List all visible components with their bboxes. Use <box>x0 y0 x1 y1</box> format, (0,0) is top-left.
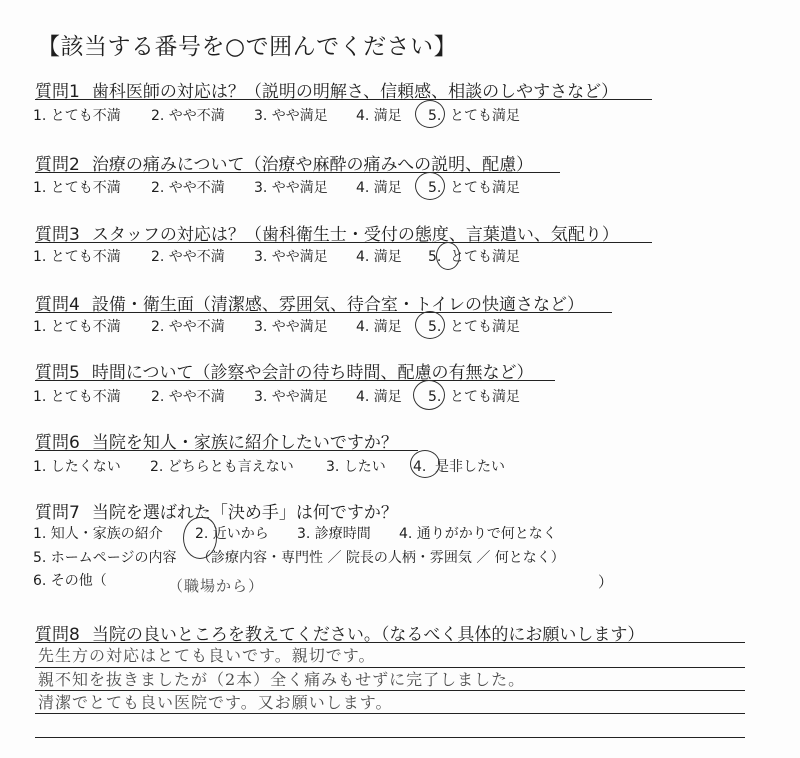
option-5-label: とても満足 <box>450 319 520 335</box>
option-1[interactable]: 1. とても不満 <box>33 319 121 335</box>
option-6[interactable]: 6. その他（ <box>33 573 107 589</box>
handwritten-answer-line-3: 清潔でとても良い医院です。又お願いします。 <box>38 693 393 712</box>
option-4[interactable]: 4. 通りがかりで何となく <box>399 526 557 542</box>
handwritten-other: （職場から） <box>168 577 265 595</box>
option-5[interactable]: 5. <box>428 249 442 265</box>
answer-circle <box>410 450 440 478</box>
option-5[interactable]: 5. <box>428 108 442 124</box>
answer-circle <box>415 100 445 128</box>
option-5[interactable]: 5. <box>428 180 442 196</box>
option-5-label: とても満足 <box>450 180 520 196</box>
option-3[interactable]: 3. やや満足 <box>254 319 328 335</box>
answer-circle <box>436 242 460 270</box>
option-2[interactable]: 2. 近いから <box>195 526 269 542</box>
underline <box>35 450 418 451</box>
option-5-label: とても満足 <box>450 389 520 405</box>
option-5[interactable]: 5. <box>428 319 442 335</box>
question-number: 質問7 <box>35 503 80 523</box>
underline <box>35 242 652 243</box>
answer-circle <box>415 311 445 339</box>
option-4[interactable]: 4. 満足 <box>356 180 402 196</box>
underline <box>35 380 555 381</box>
option-5-label: とても満足 <box>450 249 520 265</box>
question-1-options <box>33 105 520 125</box>
option-5[interactable]: 5. <box>428 389 442 405</box>
option-2[interactable]: 2. やや不満 <box>151 389 225 405</box>
question-text: 当院の良いところを教えてください。（なるべく具体的にお願いします） <box>91 625 645 645</box>
option-2[interactable]: 2. やや不満 <box>151 319 225 335</box>
option-3[interactable]: 3. やや満足 <box>254 389 328 405</box>
question-5-options <box>33 386 520 406</box>
question-number: 質問1 <box>35 82 80 102</box>
question-4-options <box>33 316 520 336</box>
option-2[interactable]: 2. どちらとも言えない <box>150 459 294 475</box>
option-1[interactable]: 1. とても不満 <box>33 108 121 124</box>
page-header: 【該当する番号を○で囲んでください】 <box>37 34 458 60</box>
question-text: 歯科医師の対応は？（説明の明解さ、信頼感、相談のしやすさなど） <box>91 82 619 102</box>
option-1[interactable]: 1. とても不満 <box>33 249 121 265</box>
question-text: 治療の痛みについて（治療や麻酔の痛みへの説明、配慮） <box>91 155 534 175</box>
option-4[interactable]: 4. 満足 <box>356 249 402 265</box>
handwritten-answer-line-2: 親不知を抜きましたが（2本）全く痛みもせずに完了しました。 <box>38 670 526 689</box>
question-2-options <box>33 177 520 197</box>
question-number: 質問4 <box>35 295 80 315</box>
option-4[interactable]: 4. 満足 <box>356 319 402 335</box>
question-7-row-3 <box>33 570 107 590</box>
answer-line <box>35 713 745 714</box>
underline <box>35 99 652 100</box>
question-text: 時間について（診察や会計の待ち時間、配慮の有無など） <box>91 363 534 383</box>
option-5-detail: （診療内容・専門性 ／ 院長の人柄・雰囲気 ／ 何となく） <box>197 550 565 566</box>
option-4[interactable]: 4. <box>413 459 427 475</box>
question-number: 質問6 <box>35 433 80 453</box>
question-7-title <box>35 498 398 523</box>
question-number: 質問8 <box>35 625 80 645</box>
question-text: 設備・衛生面（清潔感、雰囲気、待合室・トイレの快適さなど） <box>91 295 584 315</box>
option-2[interactable]: 2. やや不満 <box>151 108 225 124</box>
option-3[interactable]: 3. したい <box>326 459 386 475</box>
question-text: 当院を選ばれた「決め手」は何ですか？ <box>91 503 398 523</box>
option-3[interactable]: 3. やや満足 <box>254 180 328 196</box>
underline <box>35 172 560 173</box>
option-4[interactable]: 4. 満足 <box>356 108 402 124</box>
underline <box>35 312 612 313</box>
question-number: 質問3 <box>35 225 80 245</box>
handwritten-answer-line-1: 先生方の対応はとても良いです。親切です。 <box>38 646 376 665</box>
option-5[interactable]: 5. ホームページの内容 <box>33 550 177 566</box>
answer-circle <box>413 380 445 410</box>
option-3[interactable]: 3. 診療時間 <box>297 526 371 542</box>
question-number: 質問5 <box>35 363 80 383</box>
question-7-row-2 <box>33 547 565 567</box>
answer-circle <box>415 172 445 200</box>
option-1[interactable]: 1. とても不満 <box>33 180 121 196</box>
option-1[interactable]: 1. したくない <box>33 459 121 475</box>
option-3[interactable]: 3. やや満足 <box>254 108 328 124</box>
question-number: 質問2 <box>35 155 80 175</box>
option-5-label: とても満足 <box>450 108 520 124</box>
option-1[interactable]: 1. とても不満 <box>33 389 121 405</box>
paren-close: ） <box>598 573 614 591</box>
answer-line <box>35 737 745 738</box>
question-text: 当院を知人・家族に紹介したいですか？ <box>91 433 398 453</box>
question-7-row-1 <box>33 523 557 543</box>
option-1[interactable]: 1. 知人・家族の紹介 <box>33 526 163 542</box>
option-2[interactable]: 2. やや不満 <box>151 249 225 265</box>
option-4-label: 是非したい <box>435 459 505 475</box>
option-2[interactable]: 2. やや不満 <box>151 180 225 196</box>
option-4[interactable]: 4. 満足 <box>356 389 402 405</box>
option-3[interactable]: 3. やや満足 <box>254 249 328 265</box>
question-text: スタッフの対応は？（歯科衛生士・受付の態度、言葉遣い、気配り） <box>91 225 619 245</box>
